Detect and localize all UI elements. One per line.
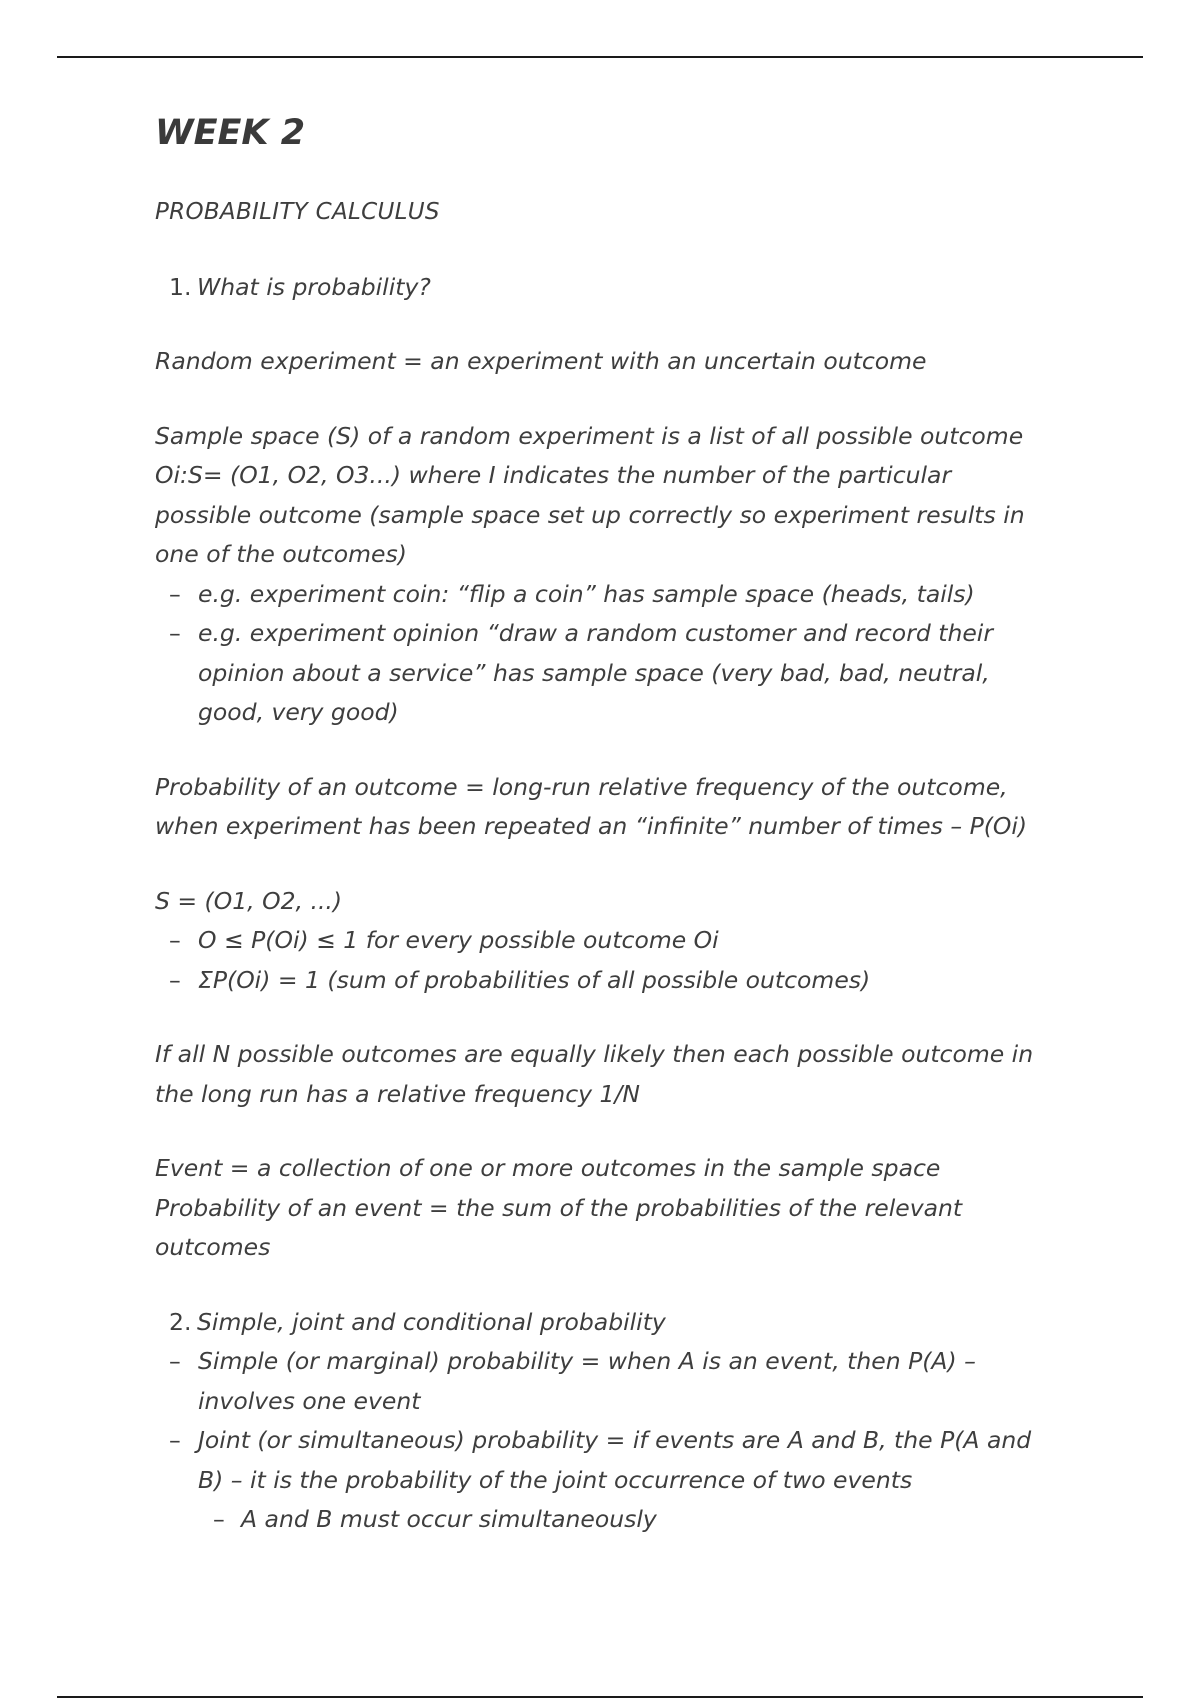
probability-types (155, 1342, 1035, 1500)
section-heading-1 (169, 268, 1035, 308)
section-heading-text: Simple, joint and conditional probability (197, 1307, 666, 1336)
list-item: – ΣP(Oi) = 1 (sum of probabilities of all possible outcomes) (155, 961, 1035, 1001)
joint-subpoints (155, 1500, 1035, 1540)
section-number: 2. (169, 1307, 192, 1336)
list-item: – Joint (or simultaneous) probability = if events are A and B, the P(A and B) – it is the probability of the joint occurrence of two events (155, 1421, 1035, 1500)
list-item: – O ≤ P(Oi) ≤ 1 for every possible outcome Oi (155, 921, 1035, 961)
list-item: – Simple (or marginal) probability = when A is an event, then P(A) – involves one event (155, 1342, 1035, 1421)
set-notation: S = (O1, O2, ...) (155, 886, 343, 915)
sample-space-examples (155, 575, 1035, 733)
list-item: – A and B must occur simultaneously (155, 1500, 1035, 1540)
event-definition: Event = a collection of one or more outcomes in the sample space (155, 1154, 941, 1182)
list-item: – e.g. experiment coin: “flip a coin” has sample space (heads, tails) (155, 575, 1035, 615)
equally-likely-paragraph: If all N possible outcomes are equally likely then each possible outcome in the long run has a relative frequency 1/N (155, 1040, 1034, 1108)
list-item: – e.g. experiment opinion “draw a random customer and record their opinion about a service” has sample space (very bad, bad, neutral, good, very good) (155, 614, 1035, 733)
probability-outcome-definition: Probability of an outcome = long-run relative frequency of the outcome, when experiment has been repeated an “infinite” number of times – P(Oi) (155, 772, 1028, 840)
sample-space-definition: Sample space (S) of a random experiment is a list of all possible outcome Oi:S= (O1, O2, O3...) where I indicates the number of the particular possible outcome (sample space set up correctly so experiment results in one of the outcomes) (155, 421, 1025, 568)
event-probability-definition: Probability of an event = the sum of the probabilities of the relevant outcomes (155, 1193, 963, 1261)
page-title: WEEK 2 (155, 113, 306, 153)
set-rules (155, 921, 1035, 1000)
section-title: PROBABILITY CALCULUS (155, 199, 440, 225)
section-heading-2 (169, 1303, 1035, 1343)
section-heading-text: What is probability? (197, 272, 431, 301)
random-experiment-definition: Random experiment = an experiment with an uncertain outcome (155, 347, 927, 375)
section-number: 1. (169, 272, 192, 301)
top-rule (57, 56, 1143, 58)
bottom-rule (57, 1696, 1143, 1698)
document-body (155, 100, 1035, 1540)
